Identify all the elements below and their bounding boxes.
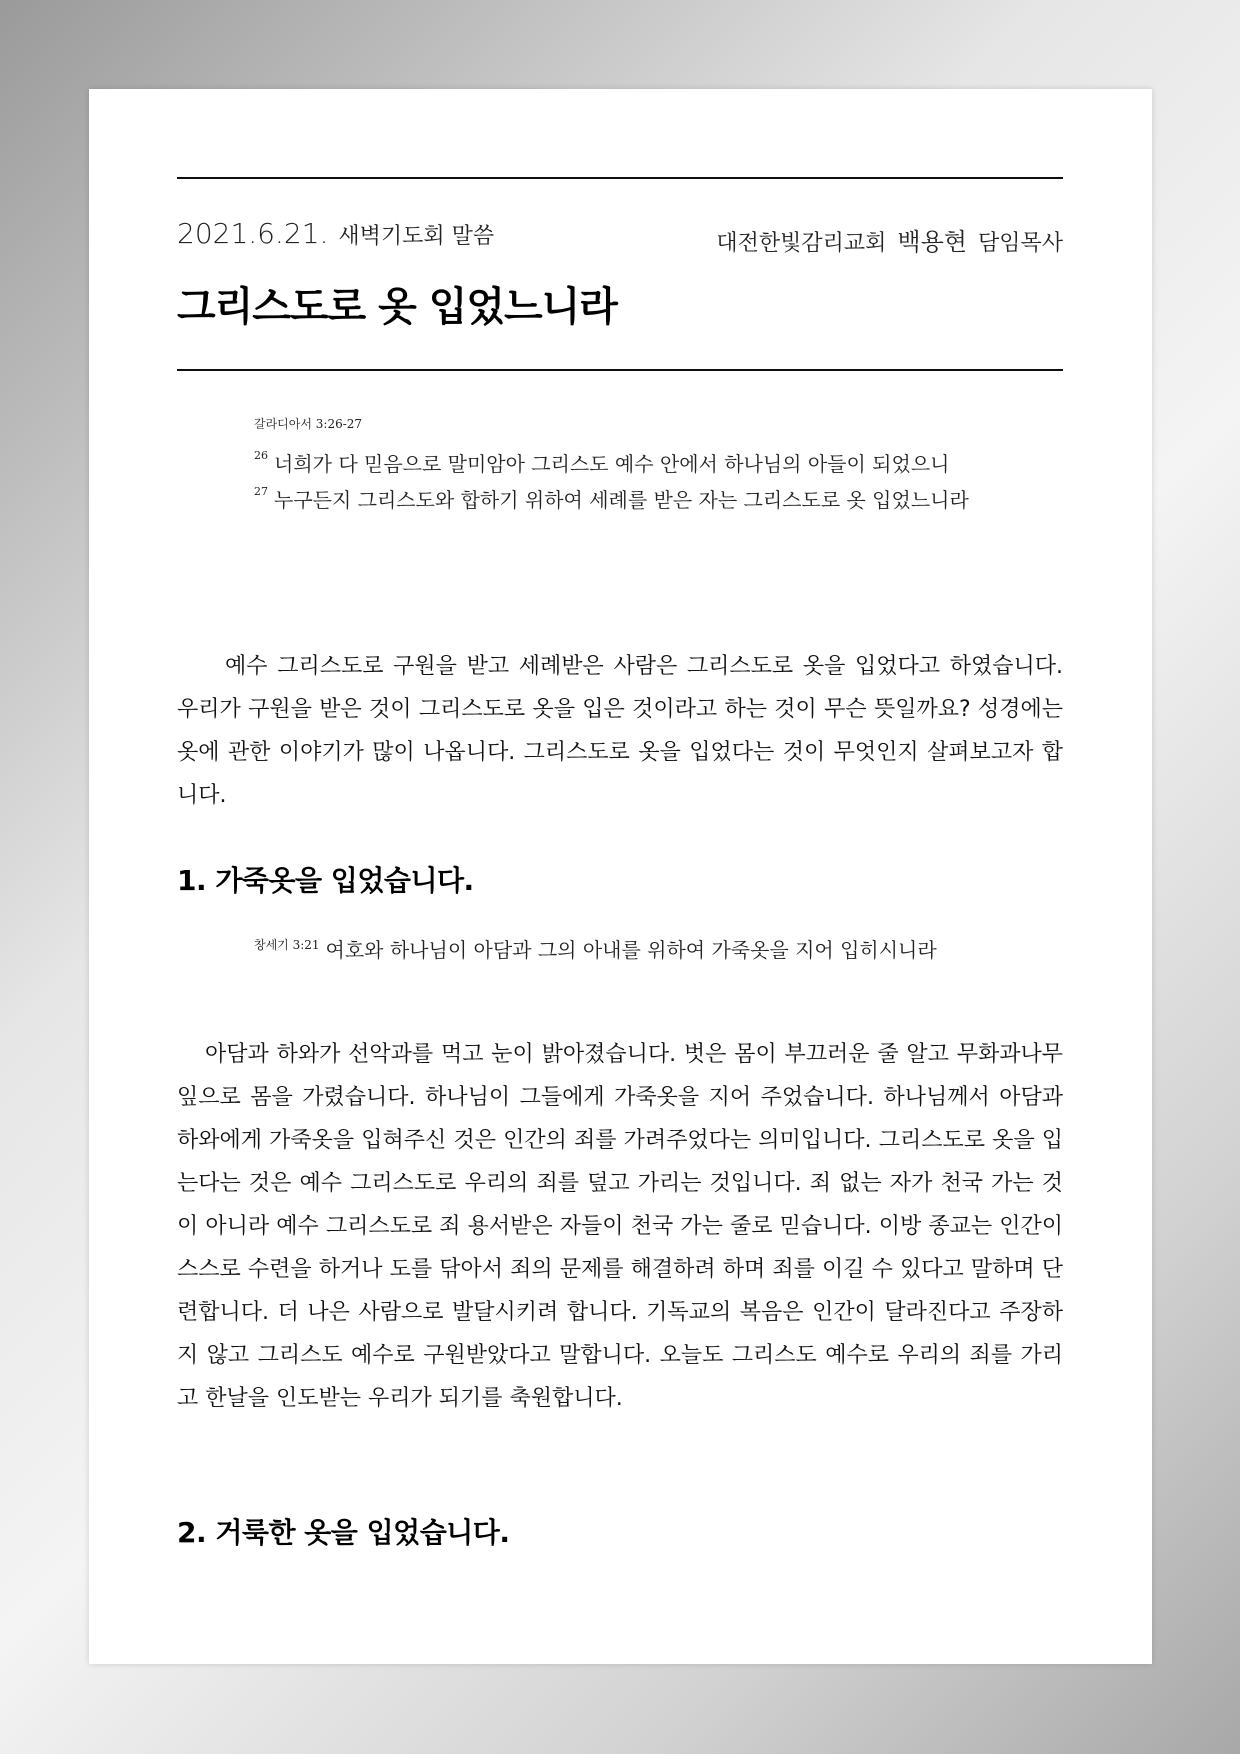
section-heading: 2. 거룩한 옷을 입었습니다. bbox=[177, 1516, 510, 1549]
section-scripture bbox=[254, 927, 994, 968]
pastor-name: 백용현 bbox=[897, 228, 967, 256]
scripture-reference: 갈라디아서 3:26-27 bbox=[254, 417, 363, 431]
document-header bbox=[177, 217, 1063, 256]
service-name: 새벽기도회 말씀 bbox=[338, 224, 495, 249]
intro-paragraph: 예수 그리스도로 구원을 받고 세례받은 사람은 그리스도로 옷을 입었다고 하였습니다. 우리가 구원을 받은 것이 그리스도로 옷을 입은 것이라고 하는 것이 무슨 뜻일까요? 성경에는 옷에 관한 이야기가 많이 나옵니다. 그리스도로 옷을 입었다는 것이 무엇인지 살펴보고자 합니다. bbox=[177, 654, 1063, 808]
scripture-verse bbox=[254, 482, 994, 518]
section-body-paragraph: 아담과 하와가 선악과를 먹고 눈이 밝아졌습니다. 벗은 몸이 부끄러운 줄 알고 무화과나무 잎으로 몸을 가렸습니다. 하나님이 그들에게 가죽옷을 지어 주었습니다. 하나님께서 아담과 하와에게 가죽옷을 입혀주신 것은 인간의 죄를 가려주었다는 의미입니다. 그리스도로 옷을 입는다는 것은 예수 그리스도로 우리의 죄를 덮고 가리는 것입니다. 죄 없는 자가 천국 가는 것이 아니라 예수 그리스도로 죄 용서받은 자들이 천국 가는 줄로 믿습니다. 이방 종교는 인간이 스스로 수련을 하거나 도를 닦아서 죄의 문제를 해결하려 하며 죄를 이길 수 있다고 말하며 단련합니다. 더 나은 사람으로 발달시키려 합니다. 기독교의 복음은 인간이 달라진다고 주장하지 않고 그리스도 예수로 구원받았다고 말합니다. 오늘도 그리스도 예수로 우리의 죄를 가리고 한날을 인도받는 우리가 되기를 축원합니다. bbox=[177, 1042, 1063, 1411]
section-scripture-reference: 창세기 3:21 bbox=[254, 938, 320, 952]
top-divider bbox=[177, 177, 1063, 179]
verse-number: 26 bbox=[254, 449, 268, 462]
verse-text: 누구든지 그리스도와 합하기 위하여 세례를 받은 자는 그리스도로 옷 입었느니라 bbox=[274, 488, 969, 512]
section-scripture-text: 여호와 하나님이 아담과 그의 아내를 위하여 가죽옷을 지어 입히시니라 bbox=[325, 938, 937, 962]
pastor-title: 담임목사 bbox=[977, 231, 1063, 256]
sermon-date: 2021.6.21. bbox=[177, 217, 329, 250]
scripture-verse bbox=[254, 446, 994, 482]
verse-number: 27 bbox=[254, 485, 268, 498]
verse-text: 너희가 다 믿음으로 말미암아 그리스도 예수 안에서 하나님의 아들이 되었으니 bbox=[274, 452, 950, 476]
header-date-service bbox=[177, 217, 494, 250]
header-church-pastor bbox=[716, 222, 1063, 257]
title-divider bbox=[177, 369, 1063, 371]
scripture-block bbox=[254, 415, 994, 518]
church-name: 대전한빛감리교회 bbox=[716, 231, 887, 256]
document-page bbox=[89, 89, 1152, 1664]
section-heading: 1. 가죽옷을 입었습니다. bbox=[177, 864, 474, 897]
sermon-title: 그리스도로 옷 입었느니라 bbox=[177, 284, 617, 330]
